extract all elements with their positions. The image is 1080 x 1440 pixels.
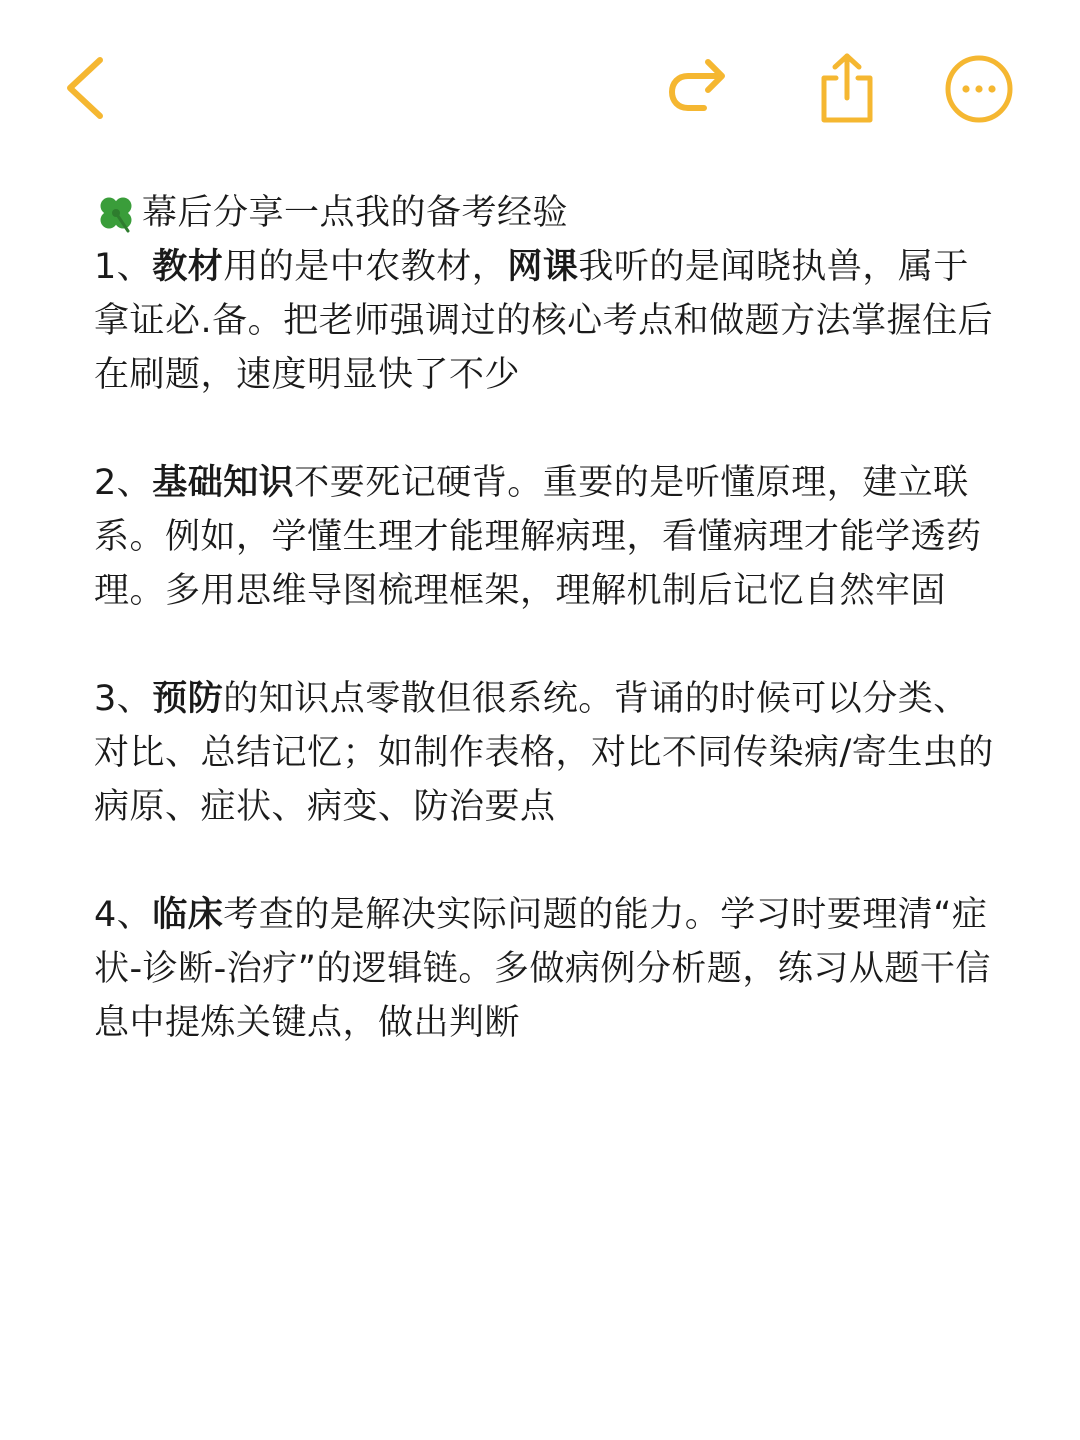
item-number: 1、	[94, 247, 153, 287]
item-text: 的知识点零散但很系统。背诵的时候可以分类、对比、总结记忆；如制作表格，对比不同传染病/寄生虫的病原、症状、病变、防治要点	[94, 679, 994, 827]
item-text: 用的是中农教材，	[223, 247, 508, 287]
back-button[interactable]	[56, 50, 116, 126]
note-heading	[94, 186, 994, 240]
note-item-3	[94, 672, 994, 834]
item-text: 考查的是解决实际问题的能力。学习时要理清“症状-诊断-治疗”的逻辑链。多做病例分析题，练习从题干信息中提炼关键点，做出判断	[94, 895, 991, 1043]
note-item-2	[94, 456, 994, 618]
note-item-4	[94, 888, 994, 1050]
item-number: 2、	[94, 463, 153, 503]
share-icon	[812, 48, 882, 128]
item-keyword: 网课	[507, 247, 579, 287]
item-keyword: 临床	[152, 895, 224, 935]
item-text: 我听的是闻晓执兽，属于拿证必.备。把老师强调过的核心考点和做题方法掌握住后在刷题，速度明显快了不少	[94, 247, 994, 395]
note-item-1	[94, 240, 994, 402]
more-button[interactable]	[942, 52, 1016, 126]
note-heading-text: 幕后分享一点我的备考经验	[142, 193, 569, 233]
more-circle-icon	[942, 52, 1016, 126]
share-button[interactable]	[812, 48, 882, 128]
chevron-left-icon	[56, 50, 116, 126]
item-keyword: 基础知识	[152, 463, 295, 503]
item-keyword: 教材	[152, 247, 224, 287]
item-keyword: 预防	[152, 679, 224, 719]
redo-arrow-icon	[664, 50, 736, 126]
note-body[interactable]	[94, 186, 994, 1104]
redo-button[interactable]	[664, 50, 736, 126]
note-toolbar	[0, 0, 1080, 170]
item-text: 不要死记硬背。重要的是听懂原理，建立联系。例如，学懂生理才能理解病理，看懂病理才能学透药理。多用思维导图梳理框架，理解机制后记忆自然牢固	[94, 463, 982, 611]
four-leaf-clover-icon	[94, 191, 138, 235]
item-number: 3、	[94, 679, 153, 719]
item-number: 4、	[94, 895, 153, 935]
